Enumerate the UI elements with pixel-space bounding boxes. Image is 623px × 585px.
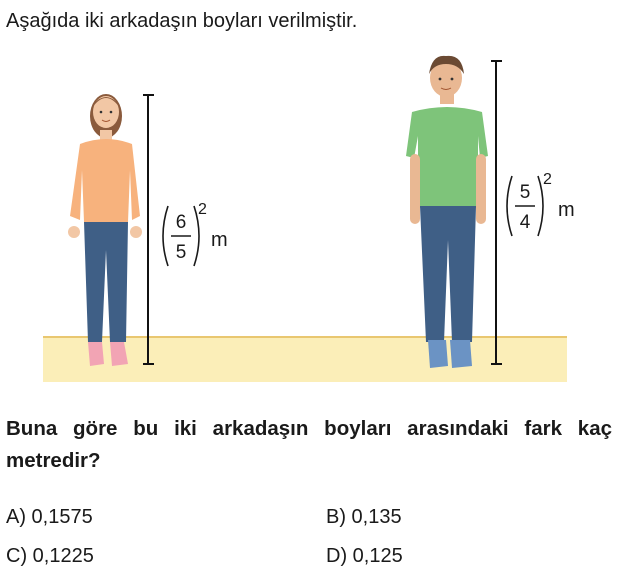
boy-denominator: 4 — [519, 212, 531, 233]
boy-unit: m — [558, 199, 575, 221]
girl-denominator: 5 — [175, 242, 187, 263]
girl-numerator: 6 — [175, 212, 187, 233]
boy-height-label — [507, 171, 575, 236]
girl-height-bar — [143, 95, 154, 364]
option-b[interactable]: B) 0,135 — [326, 506, 402, 528]
question-text: Buna göre bu iki arkadaşın boyları arasındaki fark kaç metredir? — [6, 417, 612, 472]
girl-height-label — [163, 201, 228, 266]
girl-figure — [68, 94, 142, 366]
option-a[interactable]: A) 0,1575 — [6, 506, 93, 528]
option-d[interactable]: D) 0,125 — [326, 545, 403, 567]
boy-figure — [406, 56, 488, 368]
boy-numerator: 5 — [519, 182, 531, 203]
intro-text: Aşağıda iki arkadaşın boyları verilmiştir. — [6, 10, 358, 32]
girl-exponent: 2 — [198, 201, 207, 218]
boy-exponent: 2 — [543, 171, 552, 188]
girl-unit: m — [211, 229, 228, 251]
option-c[interactable]: C) 0,1225 — [6, 545, 94, 567]
boy-height-bar — [491, 61, 502, 364]
illustration — [0, 50, 623, 390]
